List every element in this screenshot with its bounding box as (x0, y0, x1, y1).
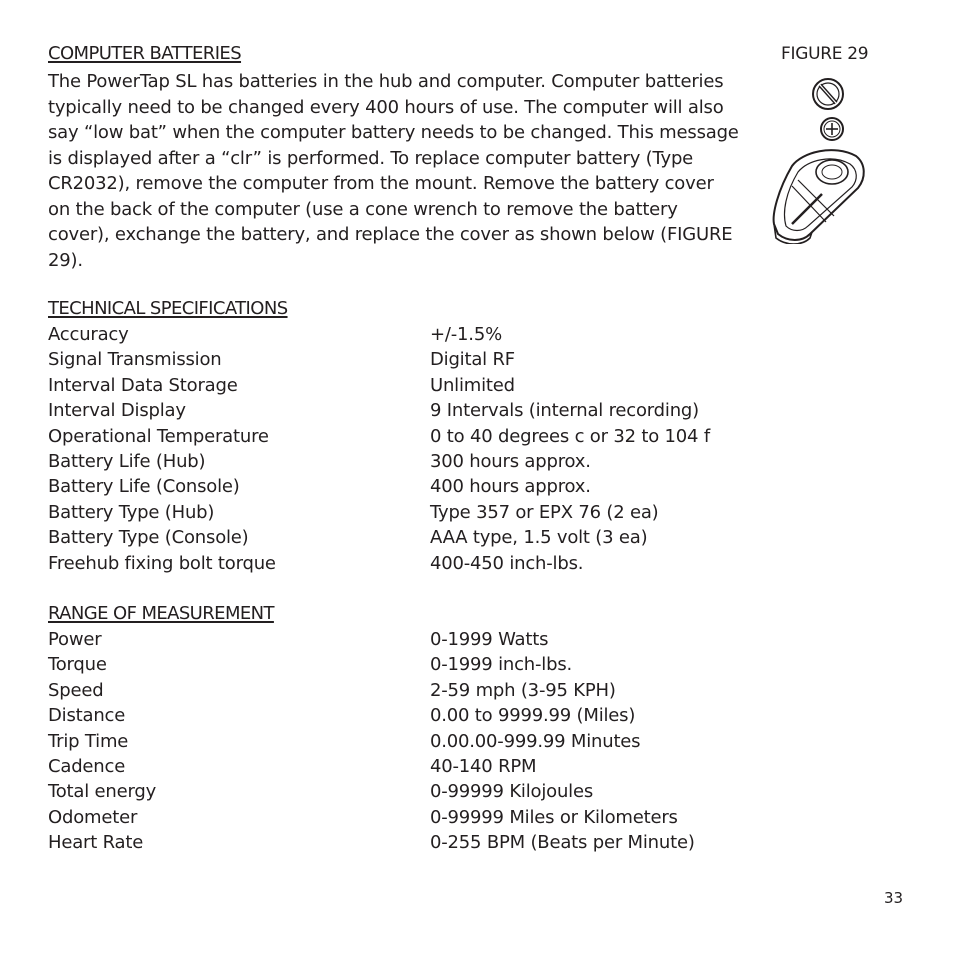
spec-value: 400-450 inch-lbs. (430, 552, 584, 574)
spec-value: 300 hours approx. (430, 450, 591, 472)
measurement-label: Total energy (48, 781, 157, 803)
battery-replacement-illustration (762, 74, 872, 244)
measurement-label: Heart Rate (48, 832, 144, 854)
measurement-row (48, 830, 768, 855)
paragraph-line: on the back of the computer (use a cone wrench to remove the battery (48, 198, 678, 220)
technical-specifications-heading: TECHNICAL SPECIFICATIONS (48, 298, 288, 319)
spec-label: Battery Type (Console) (48, 527, 249, 549)
measurement-row (48, 703, 768, 728)
measurement-value: 0.00.00-999.99 Minutes (430, 730, 641, 752)
range-of-measurement-heading: RANGE OF MEASUREMENT (48, 603, 274, 624)
spec-row (48, 525, 768, 550)
measurement-value: 0-99999 Kilojoules (430, 781, 594, 803)
measurement-label: Cadence (48, 755, 126, 777)
figure-label: FIGURE 29 (781, 44, 869, 64)
paragraph-line: is displayed after a “clr” is performed. To replace computer battery (Type (48, 147, 694, 169)
measurement-row (48, 627, 768, 652)
measurement-row (48, 779, 768, 804)
spec-value: Digital RF (430, 349, 515, 371)
spec-label: Freehub fixing bolt torque (48, 552, 276, 574)
spec-label: Battery Life (Console) (48, 476, 240, 498)
spec-row (48, 347, 768, 372)
measurement-row (48, 805, 768, 830)
spec-value: 0 to 40 degrees c or 32 to 104 f (430, 425, 710, 447)
spec-row (48, 474, 768, 499)
measurement-row (48, 678, 768, 703)
page-number: 33 (884, 889, 904, 907)
measurement-label: Distance (48, 705, 126, 727)
measurement-label: Trip Time (48, 730, 129, 752)
paragraph-line: say “low bat” when the computer battery needs to be changed. This message (48, 122, 739, 143)
measurement-value: 0-255 BPM (Beats per Minute) (430, 832, 695, 854)
spec-label: Signal Transmission (48, 349, 222, 371)
paragraph-line: cover), exchange the battery, and replace the cover as shown below (FIGURE (48, 224, 733, 245)
measurement-row (48, 729, 768, 754)
spec-value: +/-1.5% (430, 324, 502, 345)
spec-value: 400 hours approx. (430, 476, 591, 498)
spec-row (48, 449, 768, 474)
spec-value: AAA type, 1.5 volt (3 ea) (430, 527, 648, 549)
spec-label: Battery Life (Hub) (48, 450, 206, 472)
spec-row (48, 398, 768, 423)
measurement-label: Speed (48, 679, 104, 701)
spec-label: Battery Type (Hub) (48, 501, 215, 523)
spec-value: 9 Intervals (internal recording) (430, 400, 699, 422)
measurement-label: Torque (48, 654, 107, 676)
measurement-value: 40-140 RPM (430, 755, 537, 777)
spec-label: Accuracy (48, 324, 129, 345)
measurement-value: 2-59 mph (3-95 KPH) (430, 679, 616, 701)
computer-batteries-heading: COMPUTER BATTERIES (48, 43, 242, 64)
technical-specifications-list (48, 322, 768, 576)
spec-row (48, 500, 768, 525)
paragraph-line: CR2032), remove the computer from the mount. Remove the battery cover (48, 173, 714, 194)
measurement-value: 0.00 to 9999.99 (Miles) (430, 705, 636, 727)
spec-label: Operational Temperature (48, 425, 269, 447)
measurement-value: 0-1999 inch-lbs. (430, 654, 573, 676)
spec-row (48, 551, 768, 576)
spec-row (48, 322, 768, 347)
measurement-row (48, 754, 768, 779)
computer-batteries-paragraph (48, 69, 739, 273)
paragraph-line: The PowerTap SL has batteries in the hub and computer. Computer batteries (48, 71, 724, 92)
paragraph-line: 29). (48, 249, 83, 271)
spec-label: Interval Data Storage (48, 374, 238, 396)
spec-value: Type 357 or EPX 76 (2 ea) (430, 501, 659, 523)
range-of-measurement-list (48, 627, 768, 856)
measurement-value: 0-99999 Miles or Kilometers (430, 806, 678, 828)
spec-label: Interval Display (48, 400, 186, 422)
spec-row (48, 424, 768, 449)
measurement-label: Odometer (48, 806, 138, 828)
spec-row (48, 373, 768, 398)
measurement-row (48, 652, 768, 677)
measurement-label: Power (48, 629, 102, 650)
paragraph-line: typically need to be changed every 400 hours of use. The computer will also (48, 96, 724, 118)
spec-value: Unlimited (430, 374, 515, 396)
measurement-value: 0-1999 Watts (430, 629, 549, 650)
